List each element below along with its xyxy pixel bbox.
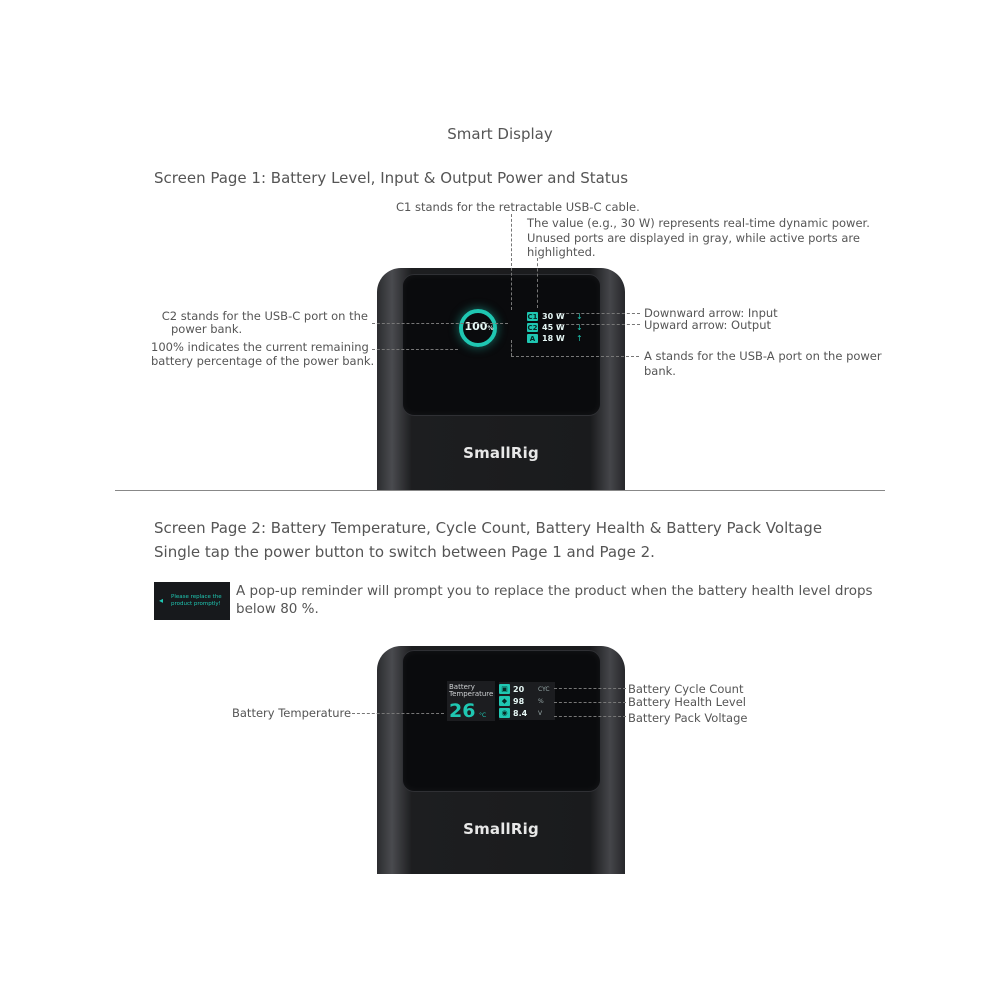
power-bank-device — [377, 268, 625, 490]
battery-warning-icon: ◂ — [159, 596, 164, 605]
page2-subheading: Single tap the power button to switch between Page 1 and Page 2. — [154, 543, 655, 561]
page1-heading: Screen Page 1: Battery Level, Input & Output Power and Status — [154, 169, 629, 187]
popup-note-line1: A pop-up reminder will prompt you to replace the product when the battery health level drops — [236, 583, 873, 599]
a-annotation-line2: bank. — [644, 364, 676, 378]
down-arrow-leader-line — [556, 313, 640, 314]
health-value: 98 — [513, 696, 525, 706]
a-annotation-line1: A stands for the USB-A port on the power — [644, 349, 882, 363]
popup-line1: Please replace the — [171, 594, 222, 600]
pct-annotation-line2: battery percentage of the power bank. — [151, 354, 375, 368]
temperature-leader-line — [352, 713, 444, 714]
battery-percentage: 100% — [464, 320, 494, 333]
voltage-value: 8.4 — [513, 708, 528, 718]
voltage-annotation: Battery Pack Voltage — [628, 711, 748, 725]
cycle-annotation: Battery Cycle Count — [628, 682, 744, 696]
port-power: 45 W — [542, 323, 565, 332]
c2-leader-line — [372, 323, 508, 324]
port-tag: A — [527, 334, 538, 343]
stats-panel — [499, 682, 555, 720]
pct-leader-line — [372, 349, 458, 350]
health-unit: % — [538, 697, 544, 705]
input-arrow-icon: ↓ — [576, 323, 583, 332]
voltage-leader-line — [554, 716, 626, 717]
value-leader-line — [537, 258, 538, 308]
port-power: 30 W — [542, 312, 565, 321]
port-tag: C1 — [527, 312, 538, 321]
a-leader-line-vertical — [511, 340, 512, 356]
c2-annotation-line2: power bank. — [171, 322, 243, 336]
page2-heading: Screen Page 2: Battery Temperature, Cycle Count, Battery Health & Battery Pack Voltage — [154, 519, 823, 537]
value-annotation-line1: The value (e.g., 30 W) represents real-time dynamic power. — [527, 216, 870, 230]
temp-label-line2: Temperature — [449, 690, 494, 698]
port-row-a — [527, 333, 583, 344]
temperature-value: 26 — [449, 700, 476, 722]
health-icon: ◆ — [499, 696, 510, 706]
cycle-leader-line — [554, 688, 626, 689]
temp-label-line1: Battery — [449, 683, 475, 691]
smart-display-screen — [402, 650, 601, 792]
cycle-icon: ▣ — [499, 684, 510, 694]
port-power: 18 W — [542, 334, 565, 343]
voltage-unit: V — [538, 709, 543, 717]
c1-leader-line — [511, 214, 512, 310]
port-list — [527, 311, 583, 344]
health-leader-line — [554, 702, 626, 703]
cycle-count-row — [499, 683, 555, 695]
temperature-panel — [447, 681, 495, 721]
voltage-icon: ◉ — [499, 708, 510, 718]
popup-line2: product promptly! — [171, 601, 221, 607]
down-arrow-annotation: Downward arrow: Input — [644, 306, 778, 320]
output-arrow-icon: ↑ — [576, 334, 583, 343]
power-bank-device — [377, 646, 625, 874]
replace-popup — [154, 582, 230, 620]
input-arrow-icon: ↓ — [576, 312, 583, 321]
temperature-unit: °C — [479, 712, 487, 719]
pct-annotation-line1: 100% indicates the current remaining — [151, 340, 369, 354]
temperature-annotation: Battery Temperature — [232, 706, 352, 720]
a-leader-line — [511, 356, 639, 357]
port-tag: C2 — [527, 323, 538, 332]
up-arrow-leader-line — [556, 324, 640, 325]
value-annotation-line2: Unused ports are displayed in gray, while active ports are — [527, 231, 860, 245]
voltage-row — [499, 707, 555, 719]
c1-annotation: C1 stands for the retractable USB-C cable. — [396, 200, 640, 214]
page-title: Smart Display — [447, 125, 553, 143]
up-arrow-annotation: Upward arrow: Output — [644, 318, 771, 332]
popup-note-line2: below 80 %. — [236, 601, 319, 617]
cycle-count-unit: CYC — [538, 685, 550, 693]
section-divider — [115, 490, 885, 491]
smart-display-screen — [402, 274, 601, 416]
cycle-count-value: 20 — [513, 684, 525, 694]
health-annotation: Battery Health Level — [628, 695, 746, 709]
brand-logo: SmallRig — [463, 444, 539, 462]
brand-logo: SmallRig — [463, 820, 539, 838]
health-row — [499, 695, 555, 707]
c2-annotation-line1: C2 stands for the USB-C port on the — [161, 309, 368, 323]
value-annotation-line3: highlighted. — [527, 245, 596, 259]
